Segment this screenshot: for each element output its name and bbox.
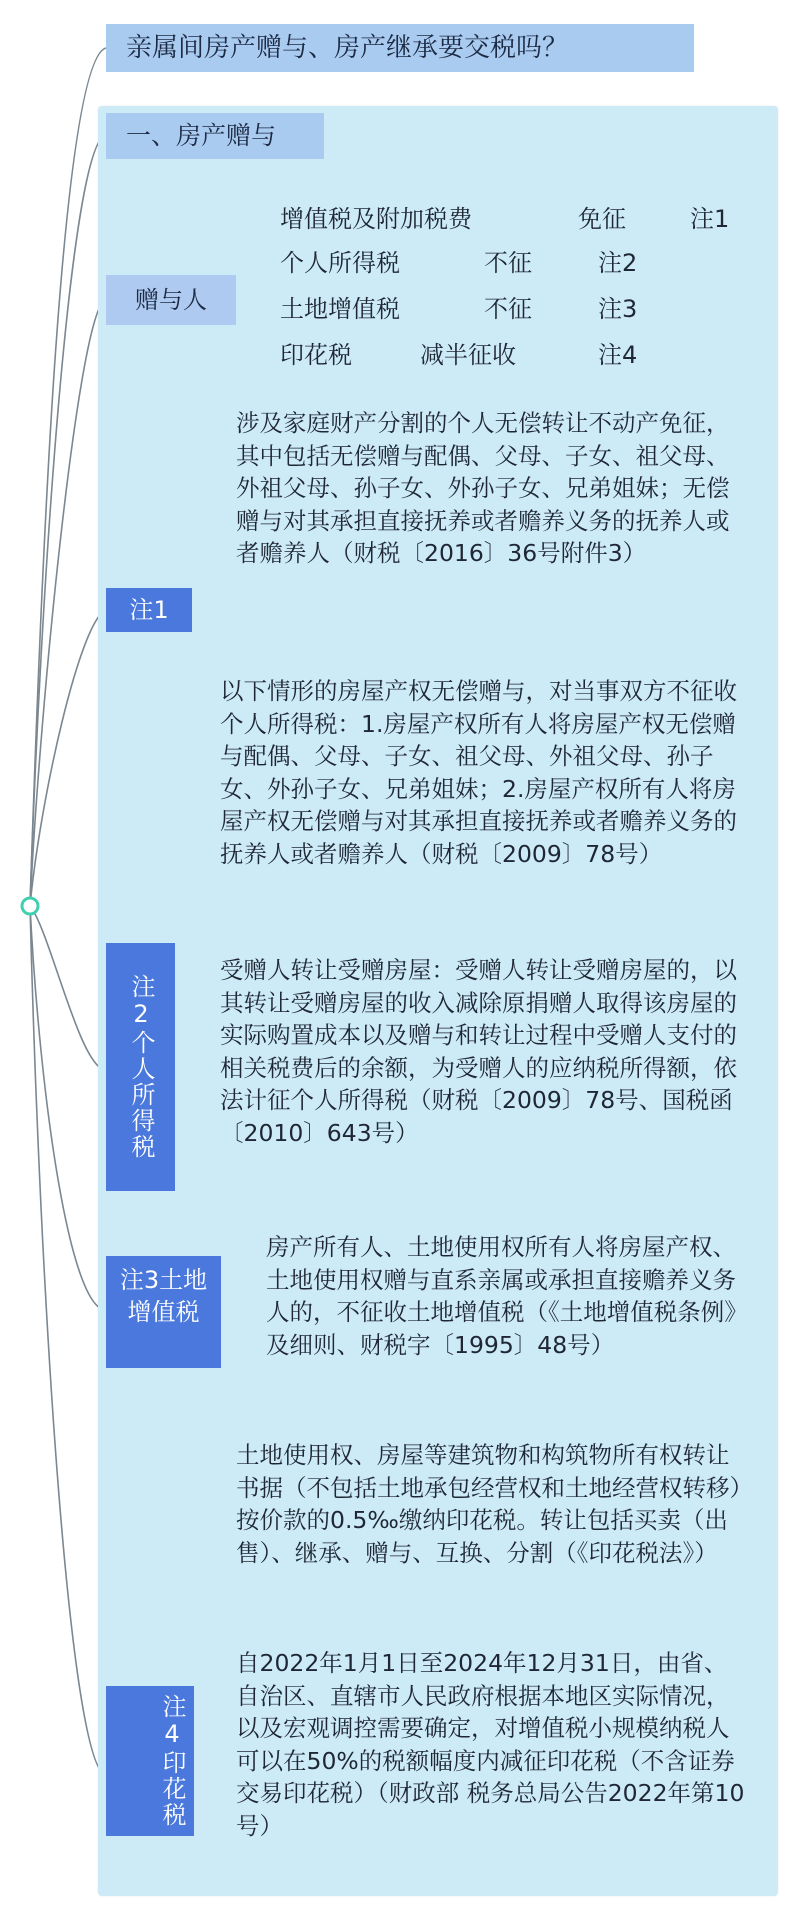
note2-node[interactable]: 注2个人所得税 xyxy=(106,943,175,1191)
note1-node[interactable]: 注1 xyxy=(106,588,192,632)
tax-name: 增值税及附加税费 xyxy=(280,205,472,233)
tax-name: 个人所得税 xyxy=(280,249,400,277)
tax-name: 印花税 xyxy=(280,341,352,369)
note4-text-a: 土地使用权、房屋等建筑物和构筑物所有权转让书据（不包括土地承包经营权和土地经营权转移）按价款的0.5‰缴纳印花税。转让包括买卖（出售）、继承、赠与、互换、分割（《印花税法》） xyxy=(236,1441,742,1567)
tax-note-ref: 注1 xyxy=(690,205,730,233)
tax-status: 不征 xyxy=(484,295,532,323)
tax-note-ref: 注4 xyxy=(598,341,638,369)
tax-row xyxy=(280,335,660,367)
note4-node[interactable]: 注4印花税 xyxy=(106,1686,194,1836)
note1-text: 涉及家庭财产分割的个人无偿转让不动产免征，其中包括无偿赠与配偶、父母、子女、祖父母、外祖父母、孙子女、外孙子女、兄弟姐妹；无偿赠与对其承担直接抚养或者赡养义务的抚养人或者赡养人（财税〔2016〕36号附件3） xyxy=(236,409,730,567)
section-heading[interactable]: 一、房产赠与 xyxy=(106,113,324,159)
tax-row xyxy=(280,243,660,275)
note3-text: 房产所有人、土地使用权所有人将房屋产权、土地使用权赠与直系亲属或承担直接赡养义务人的，不征收土地增值税（《土地增值税条例》及细则、财税字〔1995〕48号） xyxy=(266,1233,748,1359)
note4-text-b: 自2022年1月1日至2024年12月31日，由省、自治区、直辖市人民政府根据本地区实际情况，以及宏观调控需要确定，对增值税小规模纳税人可以在50%的税额幅度内减征印花税（不含证券交易印花税）（财政部 税务总局公告2022年第10号） xyxy=(236,1649,745,1840)
note2-text-a: 以下情形的房屋产权无偿赠与，对当事双方不征收个人所得税：1.房屋产权所有人将房屋产权无偿赠与配偶、父母、子女、祖父母、外祖父母、孙子女、外孙子女、兄弟姐妹；2.房屋产权所有人将房屋产权无偿赠与对其承担直接抚养或者赡养义务的抚养人或者赡养人（财税〔2009〕78号） xyxy=(220,677,737,868)
tax-status: 不征 xyxy=(484,249,532,277)
tax-row xyxy=(280,199,740,231)
giver-node[interactable]: 赠与人 xyxy=(106,275,236,325)
tax-name: 土地增值税 xyxy=(280,295,400,323)
tax-note-ref: 注3 xyxy=(598,295,638,323)
tax-row xyxy=(280,289,660,321)
tax-status: 免征 xyxy=(578,205,626,233)
tax-status: 减半征收 xyxy=(420,341,516,369)
tax-note-ref: 注2 xyxy=(598,249,638,277)
root-node[interactable] xyxy=(22,898,38,914)
note3-node[interactable]: 注3土地增值税 xyxy=(106,1256,221,1368)
page-title[interactable]: 亲属间房产赠与、房产继承要交税吗？ xyxy=(106,24,694,72)
note2-text-b: 受赠人转让受赠房屋：受赠人转让受赠房屋的，以其转让受赠房屋的收入减除原捐赠人取得该房屋的实际购置成本以及赠与和转让过程中受赠人支付的相关税费后的余额，为受赠人的应纳税所得额，依法计征个人所得税（财税〔2009〕78号、国税函〔2010〕643号） xyxy=(220,956,737,1147)
